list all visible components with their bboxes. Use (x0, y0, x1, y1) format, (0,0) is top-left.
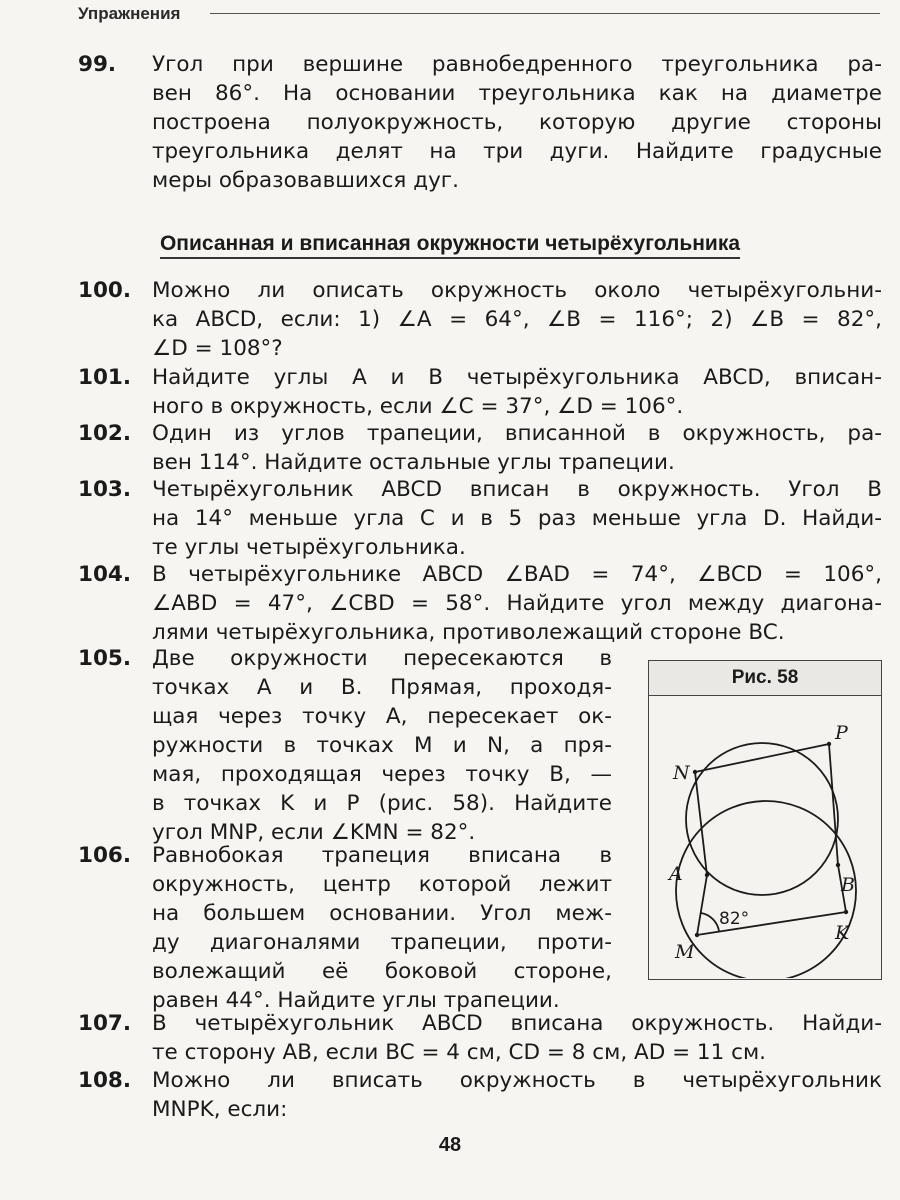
angle-arc-M (701, 913, 719, 931)
label-N: N (673, 762, 690, 784)
problem-line: в точках K и P (рис. 58). Найдите (152, 791, 612, 816)
problem-number: 104. (78, 562, 132, 587)
problem-number: 106. (78, 843, 132, 868)
problem-line: Угол при вершине равнобедренного треугольника ра- (152, 52, 882, 77)
problem-line: Найдите углы A и B четырёхугольника ABCD, вписан- (152, 365, 882, 390)
label-K: K (835, 922, 850, 944)
line-MN (695, 772, 707, 935)
point-B (836, 863, 840, 867)
problem-line: В четырёхугольнике ABCD ∠BAD = 74°, ∠BCD = 106°, (152, 562, 882, 587)
problem-number: 102. (78, 421, 132, 446)
problem-line: Один из углов трапеции, вписанной в окружность, ра- (152, 421, 882, 446)
problem-line: ду диагоналями трапеции, проти- (152, 930, 612, 955)
label-P: P (835, 722, 848, 744)
figure-title: Рис. 58 (649, 661, 881, 696)
problem-text (152, 1009, 882, 1067)
page-number: 48 (438, 1134, 462, 1156)
problem-line: волежащий её боковой стороне, (152, 959, 612, 984)
problem-text (152, 1066, 882, 1124)
problem-text (152, 841, 612, 1015)
problem-number: 105. (78, 646, 132, 671)
upper-circle (686, 743, 838, 895)
problem-line: MNPK, если: (152, 1097, 288, 1122)
problem-line: Можно ли описать окружность около четырёхугольни- (152, 278, 882, 303)
problem-line: равен 44°. Найдите углы трапеции. (152, 988, 560, 1013)
problem-line: точках A и B. Прямая, проходя- (152, 675, 612, 700)
problem-line: ∠ABD = 47°, ∠CBD = 58°. Найдите угол между диагона- (152, 591, 882, 616)
problem-line: угол MNP, если ∠KMN = 82°. (152, 820, 476, 845)
problem-line: те углы четырёхугольника. (152, 535, 466, 560)
problem-line: окружность, центр которой лежит (152, 872, 612, 897)
label-B: B (841, 874, 855, 896)
problem-line: на большем основании. Угол меж- (152, 901, 612, 926)
figure-diagram (649, 696, 881, 978)
header-section-label: Упражнения (78, 4, 181, 23)
problem-line: В четырёхугольник ABCD вписана окружность. Найди- (152, 1011, 882, 1036)
problem-line: меры образовавшихся дуг. (152, 168, 459, 193)
label-A: A (669, 863, 683, 885)
lower-circle (676, 801, 856, 978)
problem-line: те сторону AB, если BC = 4 см, CD = 8 см, AD = 11 см. (152, 1040, 766, 1065)
point-K (844, 910, 848, 914)
problem-text (152, 644, 612, 847)
problem-line: ружности в точках M и N, а пря- (152, 733, 612, 758)
point-N (693, 770, 697, 774)
problem-line: Можно ли вписать окружность в четырёхугольник (152, 1068, 882, 1093)
problem-line: построена полуокружность, которую другие стороны (152, 110, 882, 135)
problem-line: вен 86°. На основании треугольника как на диаметре (152, 81, 882, 106)
problem-line: мая, проходящая через точку B, — (152, 762, 612, 787)
problem-line: ка ABCD, если: 1) ∠A = 64°, ∠B = 116°; 2) ∠B = 82°, (152, 307, 882, 332)
figure-58 (648, 660, 882, 980)
problem-text (152, 560, 882, 647)
problem-line: вен 114°. Найдите остальные углы трапеции. (152, 450, 675, 475)
point-M (695, 933, 699, 937)
label-M: M (675, 941, 695, 963)
problem-number: 107. (78, 1011, 132, 1036)
problem-number: 108. (78, 1068, 132, 1093)
problem-line: Четырёхугольник ABCD вписан в окружность. Угол B (152, 477, 882, 502)
problem-text (152, 419, 882, 477)
problem-line: щая через точку A, пересекает ок- (152, 704, 612, 729)
problem-line: Две окружности пересекаются в (152, 646, 612, 671)
problem-number: 103. (78, 477, 132, 502)
segment-NP (695, 744, 829, 772)
problem-line: ного в окружность, если ∠C = 37°, ∠D = 106°. (152, 394, 684, 419)
problem-line: Равнобокая трапеция вписана в (152, 843, 612, 868)
problem-text (152, 363, 882, 421)
section-title-text: Описанная и вписанная окружности четырёхугольника (160, 232, 740, 259)
problem-number: 99. (78, 52, 117, 77)
problem-number: 101. (78, 365, 132, 390)
angle-label: 82° (719, 909, 750, 929)
problem-text (152, 475, 882, 562)
header-rule (210, 13, 880, 14)
problem-text (152, 50, 882, 195)
section-title (0, 232, 900, 256)
problem-line: лями четырёхугольника, противолежащий стороне BC. (152, 620, 785, 645)
problem-text (152, 276, 882, 363)
problem-line: ∠D = 108°? (152, 336, 283, 361)
point-A (705, 873, 709, 877)
problem-line: на 14° меньше угла C и в 5 раз меньше угла D. Найди- (152, 506, 882, 531)
problem-number: 100. (78, 278, 132, 303)
point-P (827, 742, 831, 746)
problem-line: треугольника делят на три дуги. Найдите градусные (152, 139, 882, 164)
